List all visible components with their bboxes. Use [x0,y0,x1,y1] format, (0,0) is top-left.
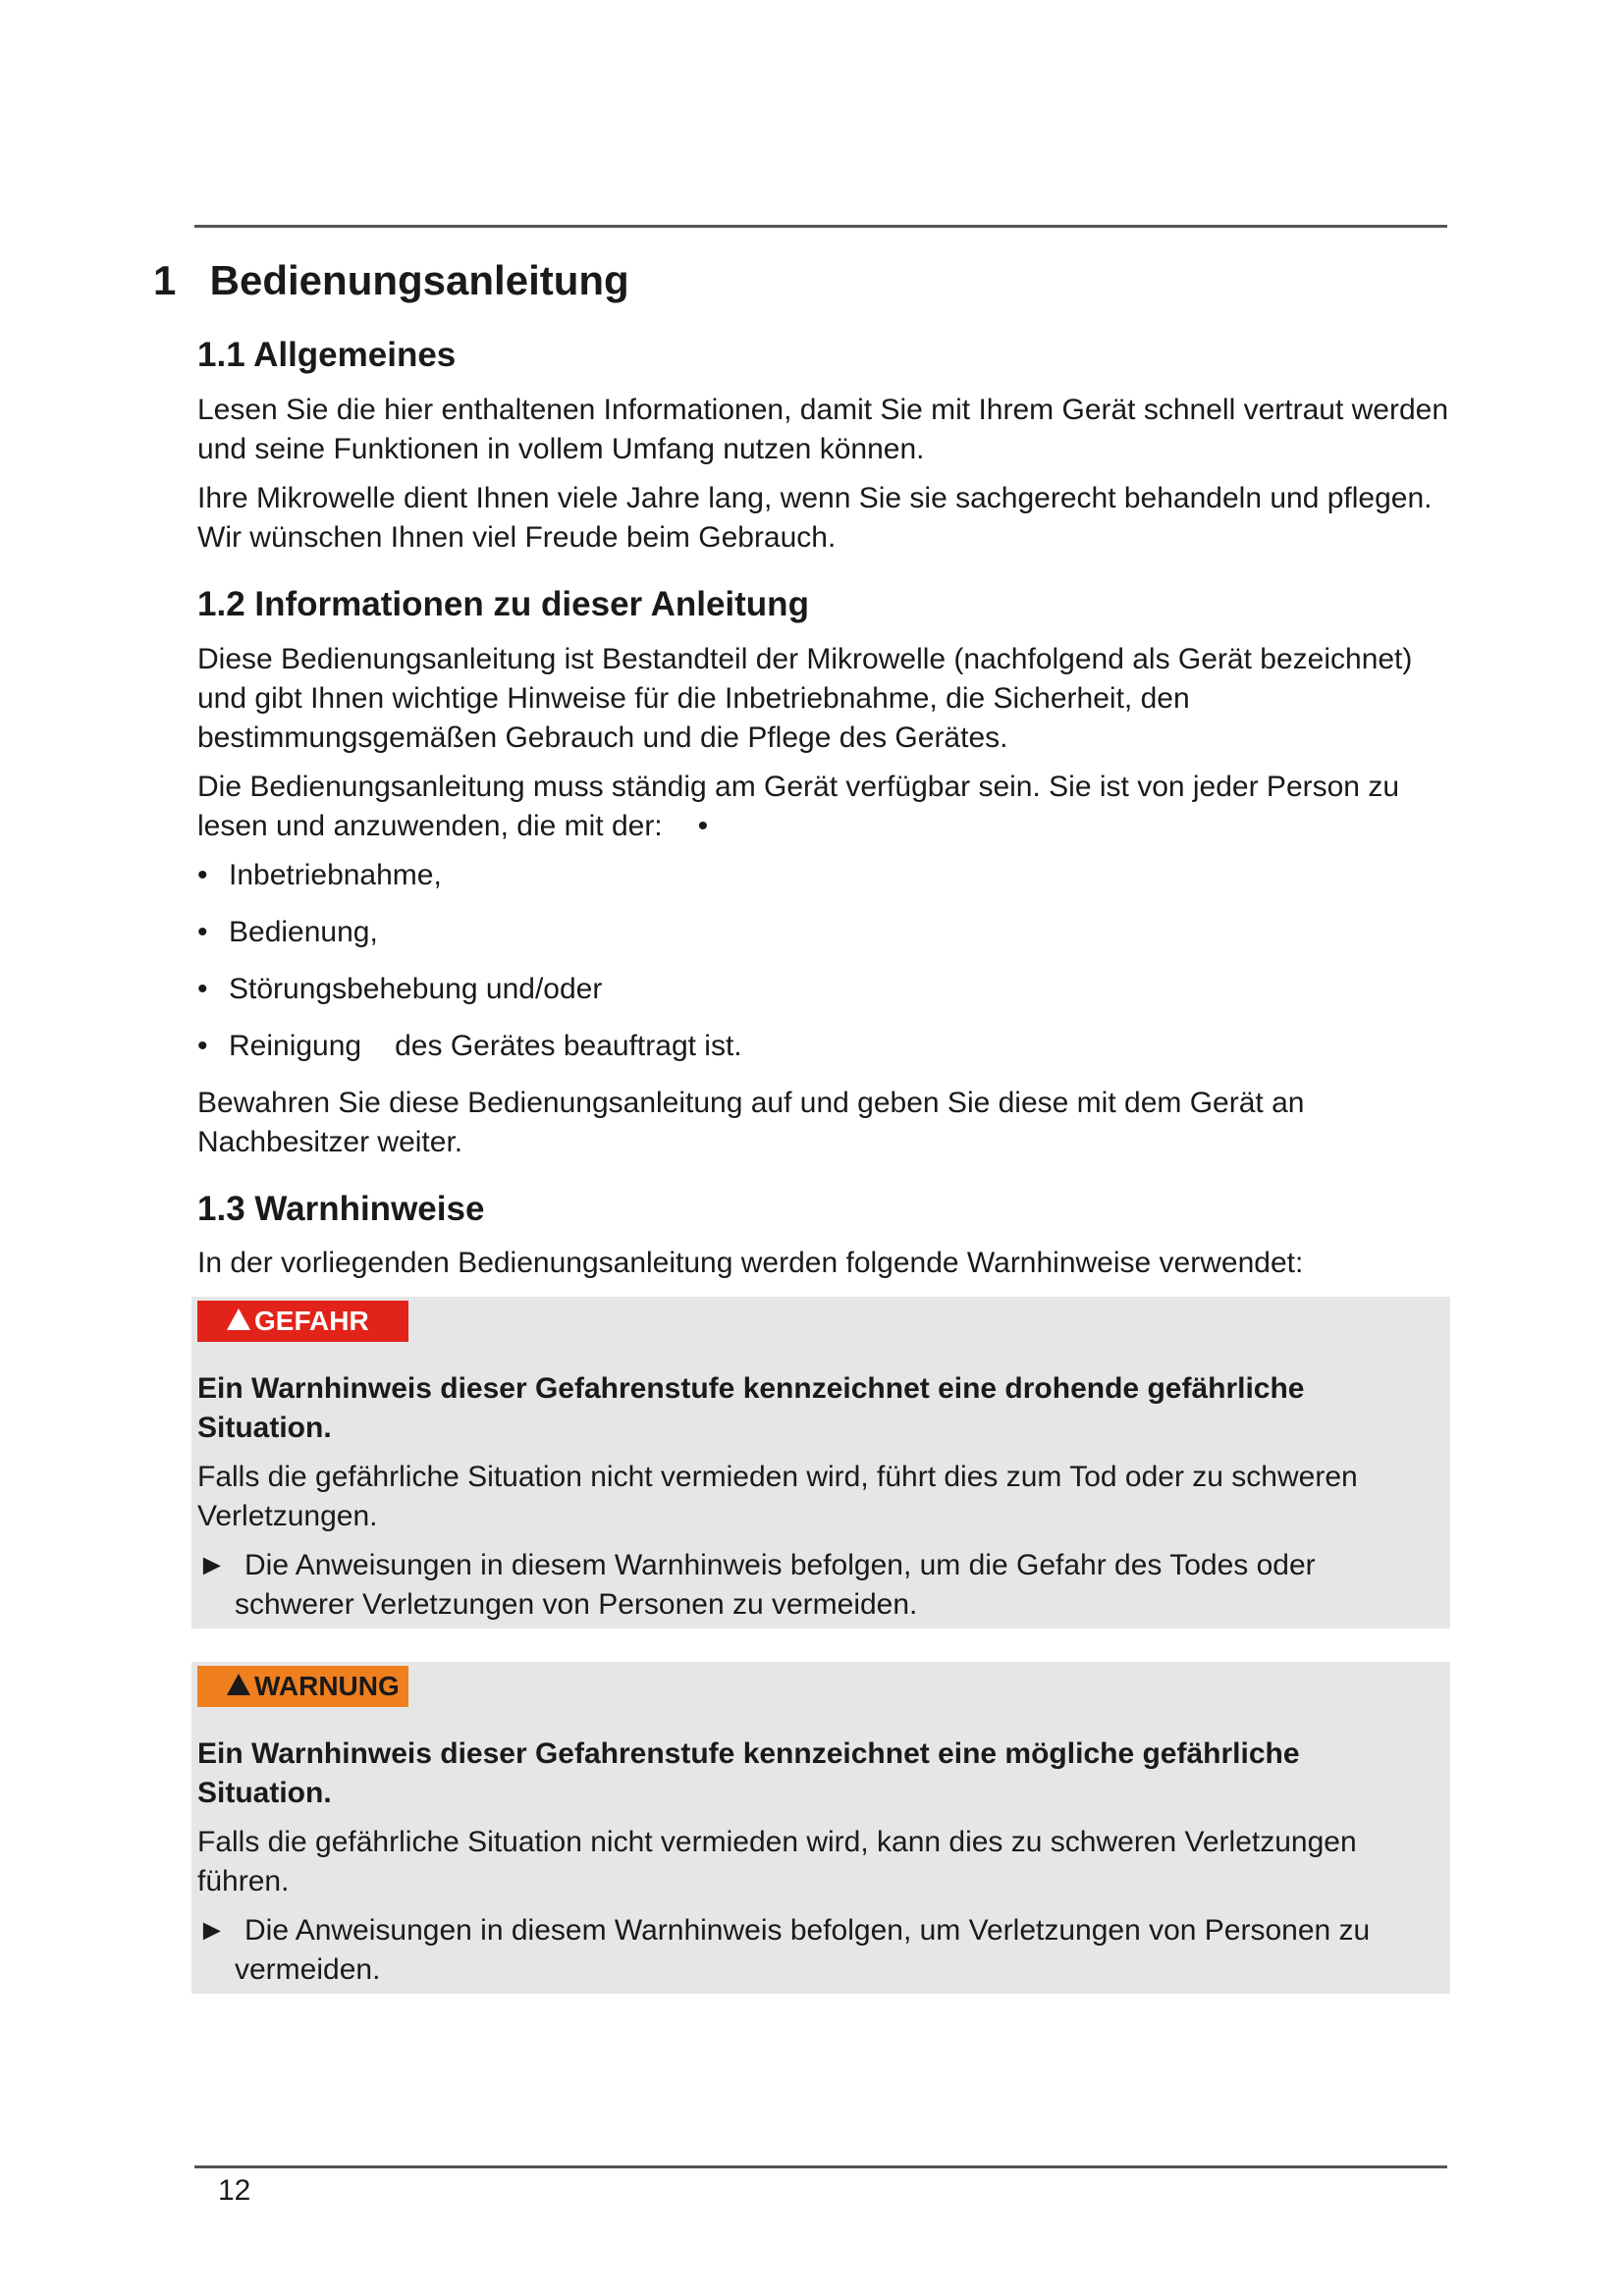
section-heading: 1.3 Warnhinweise [197,1189,485,1228]
badge-label: GEFAHR [254,1306,369,1337]
bullet: • [197,858,208,891]
list-item-suffix: des Gerätes beauftragt ist. [395,1029,742,1062]
warning-lead: Ein Warnhinweis dieser Gefahrenstufe kennzeichnet eine mögliche gefährliche Situation. [197,1737,1300,1810]
arrow-right-icon: ► [197,1914,227,1948]
action-text: Die Anweisungen in diesem Warnhinweis befolgen, um Verletzungen von Personen zu vermeiden. [235,1914,1371,1987]
list-item [197,913,1454,952]
section-heading: 1.2 Informationen zu dieser Anleitung [197,584,809,623]
chapter-title-text: Bedienungsanleitung [209,257,629,303]
paragraph: Bewahren Sie diese Bedienungsanleitung auf und geben Sie diese mit dem Gerät an Nachbesitzer weiter. [197,1086,1305,1158]
bullet: • [197,972,208,1005]
chapter-title [153,257,629,304]
stray-bullet: • [697,809,709,842]
section-heading: 1.1 Allgemeines [197,336,457,374]
bullet: • [197,1029,208,1062]
warning-action [197,1546,1427,1625]
list-item-text: Inbetriebnahme, [229,858,442,891]
warning-badge [197,1666,408,1707]
footer-rule [194,2165,1447,2168]
page-content [197,334,1454,1994]
paragraph: Ihre Mikrowelle dient Ihnen viele Jahre lang, wenn Sie sie sachgerecht behandeln und pflegen. Wir wünschen Ihnen viel Freude beim Gebrauch. [197,481,1433,554]
section-allgemeines [197,334,1454,558]
section-informationen [197,583,1454,1162]
paragraph-text: Die Bedienungsanleitung muss ständig am Gerät verfügbar sein. Sie ist von jeder Person zu lesen und anzuwenden, die mit der: [197,770,1400,842]
danger-badge [197,1301,408,1342]
list-item-text: Bedienung, [229,915,378,948]
warning-triangle-icon [227,1308,250,1330]
header-rule [194,225,1447,228]
paragraph: Lesen Sie die hier enthaltenen Informationen, damit Sie mit Ihrem Gerät schnell vertraut werden und seine Funktionen in vollem Umfang nutzen können. [197,393,1449,465]
task-list [197,856,1454,1066]
paragraph: In der vorliegenden Bedienungsanleitung werden folgende Warnhinweise verwendet: [197,1247,1304,1280]
list-item [197,970,1454,1009]
warning-lead: Ein Warnhinweis dieser Gefahrenstufe kennzeichnet eine drohende gefährliche Situation. [197,1372,1305,1445]
chapter-number: 1 [153,257,177,303]
warning-box [191,1662,1450,1994]
warning-action [197,1911,1427,1990]
warning-triangle-icon [227,1674,250,1695]
list-item [197,856,1454,895]
arrow-right-icon: ► [197,1549,227,1582]
page-number: 12 [218,2174,251,2207]
warning-text: Falls die gefährliche Situation nicht vermieden wird, führt dies zum Tod oder zu schweren Verletzungen. [197,1461,1358,1533]
badge-label: WARNUNG [254,1671,400,1702]
danger-box [191,1297,1450,1629]
paragraph: Diese Bedienungsanleitung ist Bestandteil der Mikrowelle (nachfolgend als Gerät bezeichnet) und gibt Ihnen wichtige Hinweise für die Inbetriebnahme, die Sicherheit, den bestimmungsgemäßen Gebrauch und die Pflege des Gerätes. [197,642,1413,754]
section-warnhinweise [197,1188,1454,1995]
list-item [197,1027,1454,1066]
action-text: Die Anweisungen in diesem Warnhinweis befolgen, um die Gefahr des Todes oder schwerer Verletzungen von Personen zu vermeiden. [235,1549,1316,1622]
list-item-text: Störungsbehebung und/oder [229,972,603,1005]
paragraph [197,768,1454,846]
list-item-text: Reinigung [229,1029,362,1062]
bullet: • [197,915,208,948]
warning-text: Falls die gefährliche Situation nicht vermieden wird, kann dies zu schweren Verletzungen führen. [197,1826,1357,1898]
